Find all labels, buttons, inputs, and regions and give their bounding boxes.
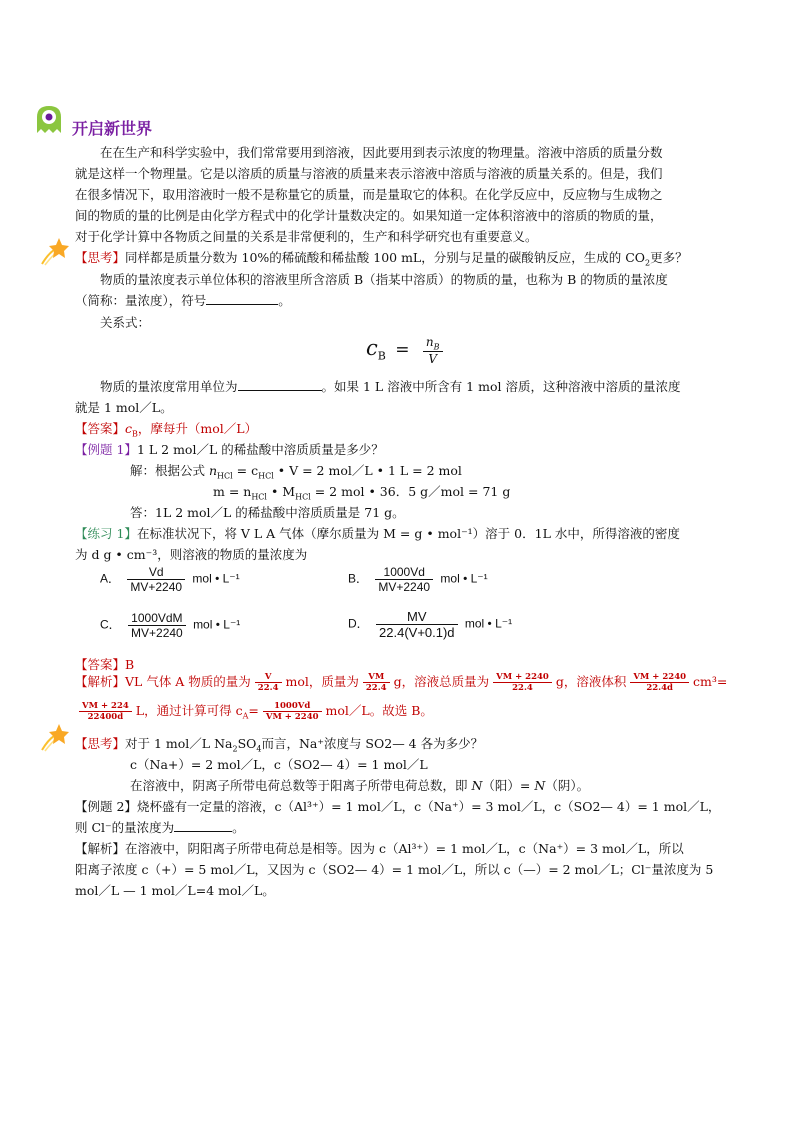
- practice1-label: 【练习 1】: [75, 526, 137, 541]
- think2-line-3: [130, 776, 589, 794]
- intro-line-4: 间的物质的量的比例是由化学方程式中的化学计量数决定的。如果知道一定体积溶液中的溶质的物质的量，: [75, 208, 663, 223]
- option-c-fraction: [128, 611, 186, 640]
- option-a-key: A．: [100, 571, 121, 586]
- option-c-key: C．: [100, 617, 121, 632]
- example1-sol1: [130, 461, 462, 481]
- analysis2-line-3: mol／L — 1 mol／L=4 mol／L。: [75, 883, 275, 898]
- f4-num: VM + 2240: [633, 672, 687, 682]
- sol1-b: = c: [232, 463, 259, 478]
- analysis1-t6: L，通过计算可得 c: [135, 703, 243, 718]
- option-d-num: MV: [407, 609, 427, 624]
- think2-t3: 而言，Na⁺浓度与 SO2— 4 各为多少？: [261, 736, 484, 751]
- option-b-den: MV+2240: [375, 579, 433, 594]
- analysis1-t5: cm³=: [693, 674, 728, 689]
- blank-unit: [238, 378, 322, 391]
- f4-den: 22.4d: [630, 682, 689, 693]
- option-b-unit: mol • L⁻¹: [440, 571, 488, 586]
- concentration-formula: [366, 335, 447, 366]
- analysis2-line-1: [75, 839, 684, 857]
- shooting-star-icon-2: [40, 722, 70, 752]
- answer1-label: 【答案】: [75, 421, 126, 436]
- think2-l3b: N: [471, 778, 483, 793]
- analysis1-frac2: [363, 672, 390, 693]
- think2-l3d: N: [534, 778, 546, 793]
- analysis1-frac3: [493, 672, 552, 693]
- think1-label: 【思考】: [75, 250, 126, 265]
- f3-den: 22.4: [493, 682, 552, 693]
- formula-lhs-sub: B: [377, 349, 386, 363]
- f1-den: 22.4: [255, 682, 282, 693]
- answer1-symbol: c: [125, 421, 133, 436]
- think2-l3c: （阳）=: [482, 778, 535, 793]
- option-d-fraction: [376, 609, 458, 640]
- f1-num: V: [264, 672, 272, 682]
- analysis1-t7: =: [248, 703, 259, 718]
- example1-label: 【例题 1】: [75, 442, 137, 457]
- option-b-num: 1000Vd: [383, 565, 425, 579]
- example1-question: 1 L 2 mol／L 的稀盐酸中溶质质量是多少？: [136, 442, 384, 457]
- formula-eq: =: [395, 340, 410, 361]
- example1-line: [75, 440, 384, 458]
- definition-text: （简称：量浓度），符号: [75, 293, 207, 308]
- intro-line-5: 对于化学计算中各物质之间量的关系是非常便利的，生产和科学研究也有重要意义。: [75, 229, 538, 244]
- sol2-sub-d: HCl: [295, 492, 311, 502]
- option-d-key: D．: [348, 616, 369, 631]
- sol1-pre: 解：根据公式: [130, 463, 209, 478]
- option-d-unit: mol • L⁻¹: [464, 616, 513, 631]
- definition-line-2: [75, 291, 291, 309]
- option-a-num: Vd: [148, 565, 164, 579]
- analysis1-frac5: [79, 701, 132, 722]
- option-b-fraction: [375, 565, 433, 594]
- unit-line-1: [100, 377, 680, 395]
- f6-num: 1000Vd: [274, 701, 311, 711]
- analysis2-label: 【解析】: [75, 841, 126, 856]
- f5-den: 22400d: [79, 711, 132, 722]
- intro-line-1: 在在生产和科学实验中，我们常常要用到溶液，因此要用到表示浓度的物理量。溶液中溶质的质量分数: [100, 145, 663, 160]
- analysis1-t4: g，溶液体积: [555, 674, 627, 689]
- answer2-label: 【答案】: [75, 657, 126, 672]
- example2-line-2: [75, 818, 245, 836]
- option-b-key: B．: [348, 571, 369, 586]
- example2-line-1: [75, 797, 720, 815]
- answer1-sub: B: [132, 429, 138, 439]
- example2-l2a: 则 Cl⁻的量浓度为: [75, 820, 175, 835]
- think2-text: 对于 1 mol／L Na: [125, 736, 233, 751]
- sol1-sub-c: HCl: [258, 471, 274, 481]
- example2-label: 【例题 2】: [75, 799, 137, 814]
- option-c-unit: mol • L⁻¹: [193, 617, 241, 632]
- unit-line-2: 就是 1 mol／L。: [75, 400, 173, 415]
- f2-den: 22.4: [363, 682, 390, 693]
- practice1-line-2: 为 d g • cm⁻³，则溶液的物质的量浓度为: [75, 547, 308, 562]
- analysis1-t8: mol／L。故选 B。: [325, 703, 433, 718]
- formula-lhs: c: [366, 336, 378, 361]
- think2-t2: SO: [237, 736, 257, 751]
- shooting-star-icon: [40, 236, 70, 266]
- analysis1-frac1: [255, 672, 282, 693]
- analysis1-label: 【解析】: [75, 674, 126, 689]
- practice1-line-1: [75, 524, 680, 542]
- option-c: [100, 611, 240, 640]
- option-d-den: 22.4(V+0.1)d: [376, 624, 458, 640]
- answer2-value: B: [125, 657, 135, 672]
- formula-num-text: n: [425, 335, 434, 349]
- f5-num: VM + 224: [82, 701, 129, 711]
- option-b: [348, 565, 488, 594]
- think1-sub: 2: [645, 258, 651, 268]
- analysis2-text: 在溶液中，阴阳离子所带电荷总是相等。因为 c（Al³⁺）= 1 mol／L，c（Na⁺）= 3 mol／L，所以: [125, 841, 684, 856]
- sol1-n: n: [208, 463, 218, 478]
- option-c-num: 1000VdM: [131, 611, 183, 625]
- think2-label: 【思考】: [75, 736, 126, 751]
- think2-s2: 4: [256, 744, 262, 754]
- analysis1-t2: mol，质量为: [285, 674, 359, 689]
- option-d: [348, 609, 512, 640]
- sol1-sub-a: HCl: [217, 471, 233, 481]
- example2-text: 烧杯盛有一定量的溶液，c（Al³⁺）= 1 mol／L，c（Na⁺）= 3 mol／L，c（SO2— 4）= 1 mol／L，: [136, 799, 721, 814]
- option-a-fraction: [127, 565, 185, 594]
- analysis1-t6sub: A: [242, 711, 249, 721]
- unit-text-b: 。如果 1 L 溶液中所含有 1 mol 溶质，这种溶液中溶质的量浓度: [321, 379, 681, 394]
- option-c-den: MV+2240: [128, 625, 186, 640]
- think1-end: 更多？: [650, 250, 688, 265]
- intro-line-3: 在很多情况下，取用溶液时一般不是称量它的质量，而是量取它的体积。在化学反应中，反应物与生成物之: [75, 187, 663, 202]
- example1-ans: 答：1L 2 mol／L 的稀盐酸中溶质质量是 71 g。: [130, 505, 405, 520]
- example2-l2b: 。: [232, 820, 245, 835]
- unit-text-a: 物质的量浓度常用单位为: [100, 379, 238, 394]
- intro-line-2: 就是这样一个物理量。它是以溶质的质量与溶液的质量来表示溶液中溶质与溶液的质量关系的。但是，我们: [75, 166, 663, 181]
- think1-text: 同样都是质量分数为 10%的稀硫酸和稀盐酸 100 mL，分别与足量的碳酸钠反应，生成的 CO: [125, 250, 646, 265]
- think2-line-2: c（Na+）= 2 mol／L，c（SO2— 4）= 1 mol／L: [130, 757, 428, 772]
- analysis2-line-2: 阳离子浓度 c（+）= 5 mol／L，又因为 c（SO2— 4）= 1 mol／L，所以 c（—）= 2 mol／L；Cl⁻量浓度为 5: [75, 862, 714, 877]
- option-a-unit: mol • L⁻¹: [192, 571, 240, 586]
- answer1-line: [75, 419, 257, 439]
- definition-end: 。: [278, 293, 291, 308]
- answer2-line: [75, 655, 134, 673]
- example1-sol2: [213, 482, 510, 502]
- section-title: 开启新世界: [72, 119, 153, 138]
- think2-l3e: （阴）。: [545, 778, 590, 793]
- analysis1-line-1: [75, 672, 727, 693]
- formula-denominator: V: [423, 351, 443, 366]
- answer1-text: ，摩每升（mol／L）: [137, 421, 258, 436]
- think2-l3a: 在溶液中，阴离子所带电荷总数等于阳离子所带电荷总数，即: [130, 778, 472, 793]
- definition-line-1: 物质的量浓度表示单位体积的溶液里所含溶质 B（指某中溶质）的物质的量，也称为 B 的物质的量浓度: [100, 272, 668, 287]
- formula-num-sub: B: [433, 342, 440, 352]
- blank-symbol: [206, 292, 278, 305]
- f2-num: VM: [368, 672, 385, 682]
- think2-s1: 2: [232, 744, 238, 754]
- f3-num: VM + 2240: [496, 672, 549, 682]
- blank-cl: [174, 819, 232, 832]
- think2-line-1: [75, 734, 483, 754]
- mascot-icon: [32, 103, 66, 137]
- sol1-d: • V = 2 mol／L • 1 L = 2 mol: [273, 463, 462, 478]
- sol2-sub-b: HCl: [251, 492, 267, 502]
- sol2-a: m = n: [213, 484, 252, 499]
- sol2-c: • M: [266, 484, 296, 499]
- relation-label: 关系式：: [100, 315, 151, 330]
- think1-line: [75, 248, 688, 268]
- f6-den: VM + 2240: [263, 711, 322, 722]
- option-a: [100, 565, 240, 594]
- formula-numerator: [423, 335, 443, 351]
- analysis1-line-2: [75, 701, 433, 722]
- option-a-den: MV+2240: [127, 579, 185, 594]
- practice1-text: 在标准状况下，将 V L A 气体（摩尔质量为 M = g • mol⁻¹）溶于 0．1L 水中，所得溶液的密度: [136, 526, 680, 541]
- sol2-e: = 2 mol • 36．5 g／mol = 71 g: [310, 484, 511, 499]
- analysis1-frac4: [630, 672, 689, 693]
- analysis1-frac6: [263, 701, 322, 722]
- analysis1-t1: VL 气体 A 物质的量为: [125, 674, 251, 689]
- analysis1-t3: g，溶液总质量为: [393, 674, 490, 689]
- formula-fraction: [423, 335, 443, 366]
